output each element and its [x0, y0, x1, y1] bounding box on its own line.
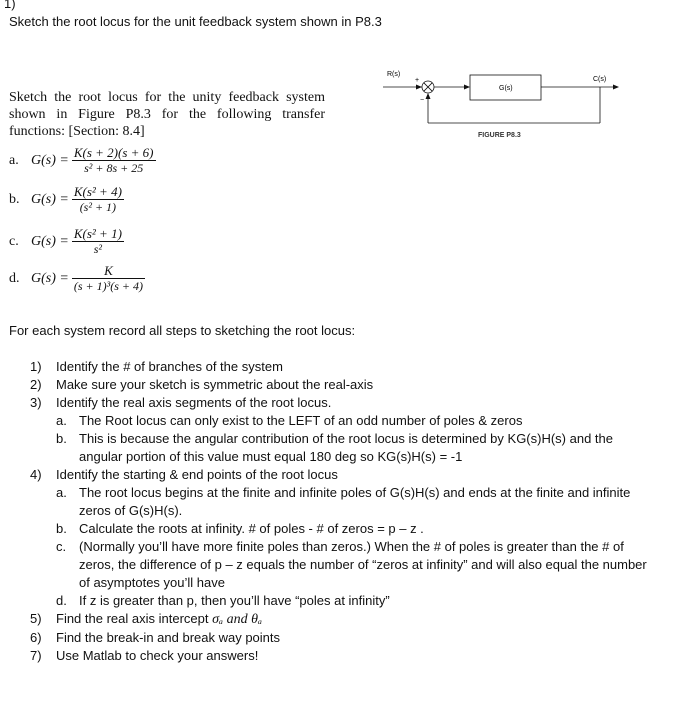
substep-item: c. (Normally you’ll have more finite poles than zeros.) When the # of poles is greater than the # of zeros, the difference of p – z equals the number of “zeros at infinity” and will also equal the number of asymptotes you’ll have	[56, 539, 647, 590]
part-label: c.	[9, 233, 19, 249]
steps-list	[30, 358, 650, 665]
feedback-arrow	[426, 93, 431, 99]
plus-sign: +	[415, 77, 420, 84]
step-item: 6) Find the break-in and break way points	[30, 630, 281, 645]
input-label: R(s)	[387, 71, 401, 78]
math-expression: σₐ and θₐ	[212, 612, 263, 627]
substep-item: b. This is because the angular contribution of the root locus is determined by KG(s)H(s) and the angular portion of this value must equal 180 deg so KG(s)H(s) = -1	[56, 431, 613, 464]
tf-lhs: G(s) =	[31, 152, 69, 168]
substep-item: a. The root locus begins at the finite and infinite poles of G(s)H(s) and ends at the finite and infinite zeros of G(s)H(s).	[56, 485, 631, 518]
tf-numerator: K(s + 2)(s + 6)	[73, 145, 154, 160]
tf-denominator: s²	[72, 241, 124, 257]
tf-denominator: (s² + 1)	[72, 199, 124, 215]
tf-fraction	[72, 263, 145, 294]
tf-denominator: s² + 8s + 25	[72, 160, 156, 176]
figure-caption: FIGURE P8.3	[478, 132, 521, 139]
minus-sign: −	[420, 97, 425, 104]
output-arrow	[613, 85, 619, 90]
transfer-function-d	[9, 263, 145, 294]
tf-lhs: G(s) =	[31, 191, 69, 207]
input-arrow	[416, 85, 422, 90]
tf-numerator: K(s² + 1)	[73, 226, 122, 241]
instructions-intro: For each system record all steps to sketching the root locus:	[9, 323, 356, 338]
step-item: 7) Use Matlab to check your answers!	[30, 648, 259, 663]
step-item: 4) Identify the starting & end points of the root locus a. The root locus begins at the finite and infinite poles of G(s)H(s) and ends at the finite and infinite zeros of G(s)H(s). b. Calculate the roots at infinity. # of poles - # of zeros = p – z . c. (Normally you’ll have more finite poles than zeros.) When the # of poles is greater than the # of zeros, the difference of p – z equals the number of “zeros at infinity” and will also equal the number of asymptotes you’ll have d. If z is greater than p, then you’ll have “poles at infinity”	[30, 466, 650, 610]
transfer-function-c	[9, 226, 124, 257]
substep-item: d. If z is greater than p, then you’ll have “poles at infinity”	[56, 593, 390, 608]
substeps-list	[56, 412, 650, 466]
step-item: 1) Identify the # of branches of the system	[30, 359, 283, 374]
step-item: 2) Make sure your sketch is symmetric about the real-axis	[30, 377, 374, 392]
step-item: 3) Identify the real axis segments of the root locus. a. The Root locus can only exist to the LEFT of an odd number of poles & zeros b. This is because the angular contribution of the root locus is determined by KG(s)H(s) and the angular portion of this value must equal 180 deg so KG(s)H(s) = -1	[30, 394, 650, 466]
substeps-list	[56, 484, 650, 610]
feedback-block-diagram	[375, 66, 625, 148]
substep-item: b. Calculate the roots at infinity. # of poles - # of zeros = p – z .	[56, 521, 424, 536]
problem-statement: Sketch the root locus for the unity feedback system shown in Figure P8.3 for the following transfer functions: [Section: 8.4]	[9, 90, 325, 139]
part-label: d.	[9, 270, 20, 286]
plant-label: G(s)	[499, 85, 513, 92]
substep-item: a. The Root locus can only exist to the LEFT of an odd number of poles & zeros	[56, 413, 523, 428]
tf-lhs: G(s) =	[31, 270, 69, 286]
output-label: C(s)	[593, 76, 607, 83]
tf-denominator: (s + 1)³(s + 4)	[73, 279, 143, 293]
transfer-function-a	[9, 145, 156, 176]
transfer-function-b	[9, 184, 124, 215]
tf-fraction	[72, 145, 156, 176]
tf-fraction	[72, 226, 124, 257]
tf-numerator: K	[104, 263, 113, 278]
tf-lhs: G(s) =	[31, 233, 69, 249]
tf-numerator: K(s² + 4)	[73, 184, 122, 199]
part-label: a.	[9, 152, 19, 168]
question-number: 1)	[4, 0, 16, 11]
step-item: 5) Find the real axis intercept σₐ and θₐ	[30, 611, 263, 627]
question-title: Sketch the root locus for the unit feedback system shown in P8.3	[9, 14, 382, 29]
part-label: b.	[9, 191, 20, 207]
tf-fraction	[72, 184, 124, 215]
